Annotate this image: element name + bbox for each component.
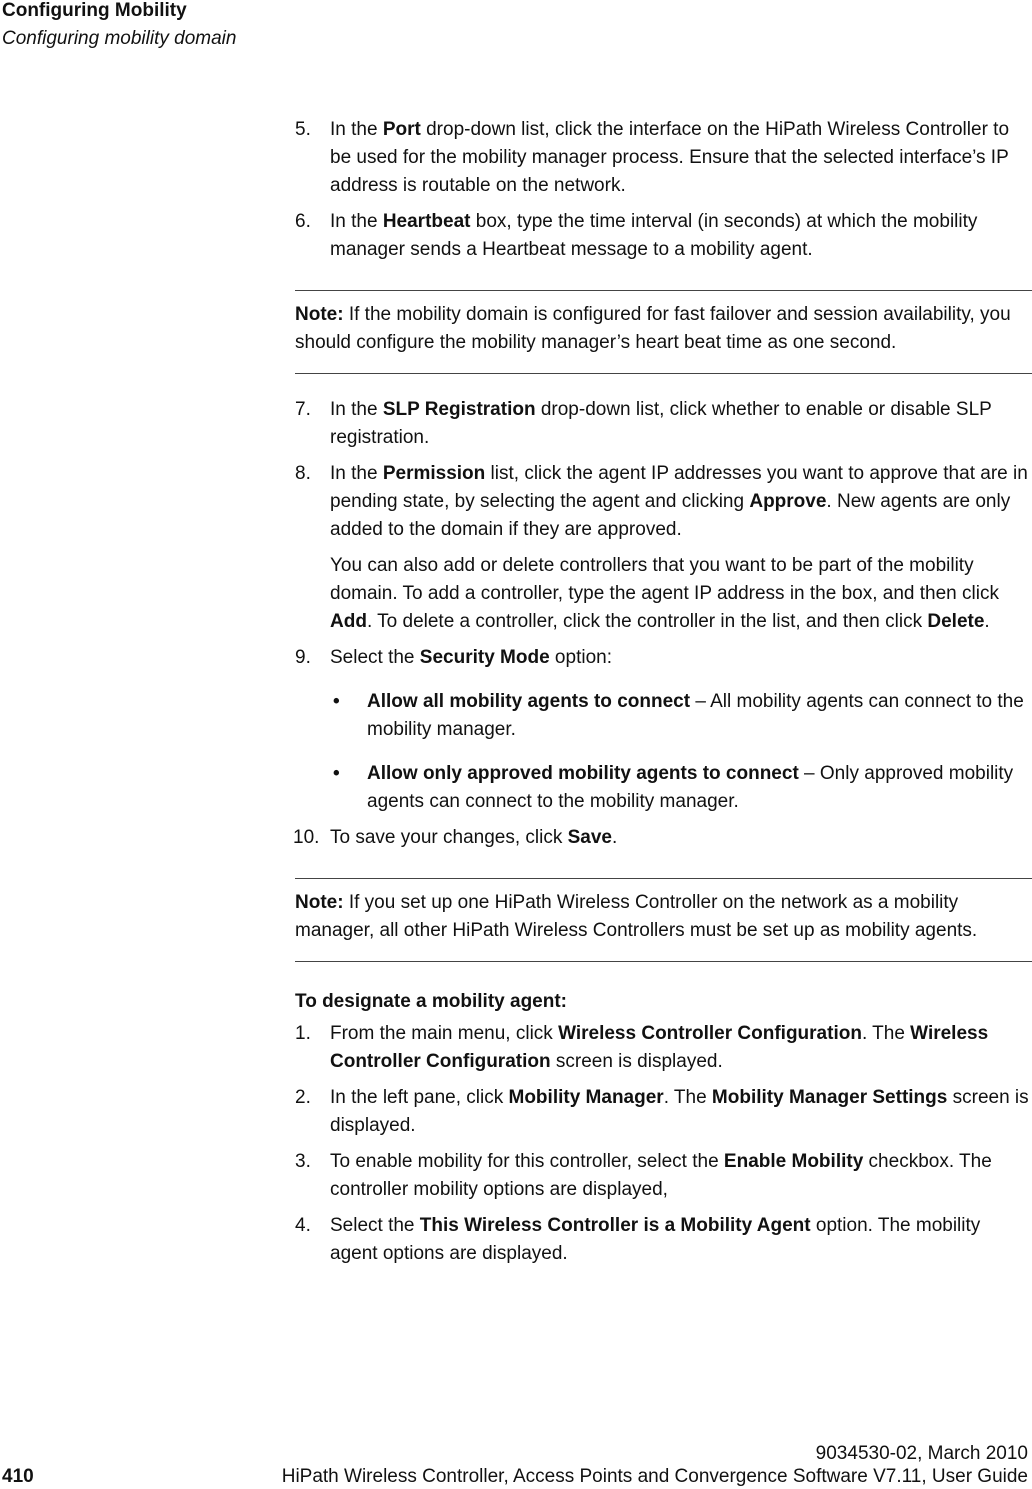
agent-step-4: 4. Select the This Wireless Controller is a Mobility Agent option. The mobility agent options are displayed. [295, 1215, 981, 1264]
step-5: 5. In the Port drop-down list, click the interface on the HiPath Wireless Controller to be used for the mobility manager process. Ensure that the selected interface’s IP address is routable on the network. [295, 119, 1010, 196]
step-6: 6. In the Heartbeat box, type the time interval (in seconds) at which the mobility manager sends a Heartbeat message to a mobility agent. [295, 211, 978, 260]
agent-step-1: 1. From the main menu, click Wireless Controller Configuration. The Wireless Controller Configuration screen is displayed. [295, 1023, 989, 1072]
chapter-title: Configuring Mobility [2, 0, 187, 21]
note-label: Note: [295, 304, 344, 325]
agent-step-2: 2. In the left pane, click Mobility Manager. The Mobility Manager Settings screen is displayed. [295, 1087, 1029, 1136]
note-text: If you set up one HiPath Wireless Controller on the network as a mobility manager, all other HiPath Wireless Controllers must be set up as mobility agents. [295, 892, 978, 941]
step-7: 7. In the SLP Registration drop-down list, click whether to enable or disable SLP registration. [295, 399, 992, 448]
procedure-heading: To designate a mobility agent: [295, 991, 568, 1012]
footer-page-number: 410 [2, 1466, 34, 1487]
bullet-icon: • [333, 763, 340, 784]
bullet-icon: • [333, 691, 340, 712]
note-mobility-agents [295, 878, 1032, 962]
step-9: 9. Select the Security Mode option: [295, 647, 612, 668]
agent-step-3: 3. To enable mobility for this controller, select the Enable Mobility checkbox. The controller mobility options are displayed, [295, 1151, 992, 1200]
step-8: 8. In the Permission list, click the agent IP addresses you want to approve that are in pending state, by selecting the agent and clicking Approve. New agents are only added to the domain if they are approved. [295, 463, 1028, 540]
note-label: Note: [295, 892, 344, 913]
bullet-allow-all: • Allow all mobility agents to connect – All mobility agents can connect to the mobility manager. [295, 688, 1032, 744]
note-heartbeat [295, 290, 1032, 374]
note-text: If the mobility domain is configured for fast failover and session availability, you should configure the mobility manager’s heart beat time as one second. [295, 304, 1011, 353]
step-10: 10. To save your changes, click Save. [293, 827, 618, 848]
main-content [295, 116, 1032, 1276]
footer-doc-id: 9034530-02, March 2010 [815, 1443, 1028, 1464]
section-subtitle: Configuring mobility domain [2, 28, 237, 49]
bullet-allow-approved: • Allow only approved mobility agents to connect – Only approved mobility agents can connect to the mobility manager. [295, 760, 1032, 816]
step-8-paragraph: You can also add or delete controllers that you want to be part of the mobility domain. To add a controller, type the agent IP address in the box, and then click Add. To delete a controller, click the controller in the list, and then click Delete. [330, 555, 999, 632]
footer-doc-title: HiPath Wireless Controller, Access Points and Convergence Software V7.11, User Guide [281, 1466, 1028, 1487]
